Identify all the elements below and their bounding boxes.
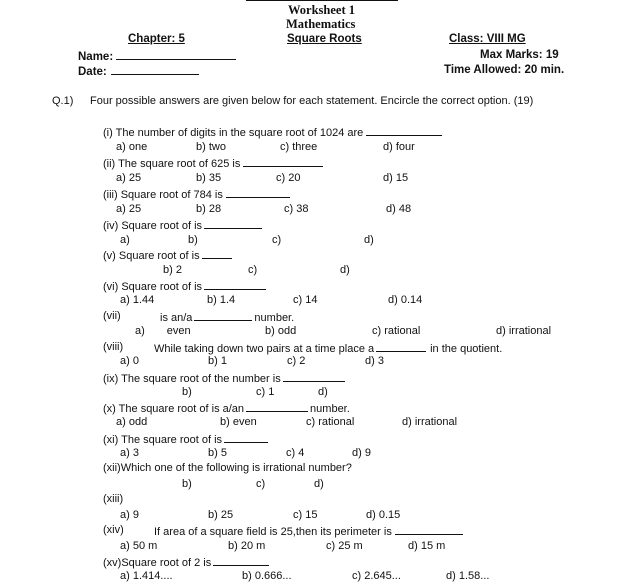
- item-x-opt-c[interactable]: c) rational: [306, 416, 355, 428]
- worksheet-title: Worksheet 1: [288, 3, 356, 17]
- item-i-opt-a[interactable]: a) one: [116, 141, 148, 153]
- answer-blank[interactable]: [194, 310, 252, 321]
- class-label: Class: VIII MG: [449, 33, 526, 45]
- item-i-opt-c[interactable]: c) three: [280, 141, 318, 153]
- item-ix-opt-c[interactable]: c) 1: [256, 386, 275, 398]
- answer-blank[interactable]: [366, 125, 442, 136]
- answer-blank[interactable]: [395, 524, 463, 535]
- item-viii-opt-c[interactable]: c) 2: [287, 355, 306, 367]
- item-xiv-number: (xiv): [103, 524, 124, 536]
- item-xv-opt-b[interactable]: b) 0.666...: [242, 570, 292, 582]
- item-v-opt-c[interactable]: c): [248, 264, 258, 276]
- item-vi-opt-d[interactable]: d) 0.14: [388, 294, 423, 306]
- item-x-opt-a[interactable]: a) odd: [116, 416, 148, 428]
- chapter-label: Chapter: 5: [128, 33, 185, 45]
- item-iv-opt-b[interactable]: b): [188, 234, 198, 246]
- max-marks: Max Marks: 19: [480, 49, 559, 61]
- item-xiii-stem: (xiii): [103, 493, 124, 505]
- item-viii-opt-b[interactable]: b) 1: [208, 355, 227, 367]
- item-i-opt-d[interactable]: d) four: [383, 141, 415, 153]
- item-vii-number: (vii): [103, 310, 121, 322]
- item-vi-opt-b[interactable]: b) 1.4: [207, 294, 236, 306]
- item-xi-stem: (xi) The square root of is: [103, 432, 268, 446]
- top-rule: [246, 0, 398, 1]
- item-xi-opt-b[interactable]: b) 5: [208, 447, 227, 459]
- answer-blank[interactable]: [204, 279, 266, 290]
- answer-blank[interactable]: [283, 371, 345, 382]
- item-xiii-opt-b[interactable]: b) 25: [208, 509, 234, 521]
- item-xi-opt-d[interactable]: d) 9: [352, 447, 371, 459]
- item-viii-number: (viii): [103, 341, 124, 353]
- item-xii-opt-c[interactable]: c): [256, 478, 266, 490]
- item-xiv-opt-d[interactable]: d) 15 m: [408, 540, 446, 552]
- item-vii-opt-c[interactable]: c) rational: [372, 325, 421, 337]
- item-v-opt-d[interactable]: d): [340, 264, 350, 276]
- item-i-stem: (i) The number of digits in the square root of 1024 are: [103, 125, 442, 139]
- item-i-opt-b[interactable]: b) two: [196, 141, 226, 153]
- item-ii-opt-a[interactable]: a) 25: [116, 172, 142, 184]
- item-ix-stem: (ix) The square root of the number is: [103, 371, 345, 385]
- item-ii-opt-b[interactable]: b) 35: [196, 172, 222, 184]
- item-iv-stem: (iv) Square root of is: [103, 218, 262, 232]
- item-viii-opt-a[interactable]: a) 0: [120, 355, 139, 367]
- item-xv-opt-c[interactable]: c) 2.645...: [352, 570, 401, 582]
- date-label: Date:: [78, 66, 107, 78]
- item-xiii-opt-a[interactable]: a) 9: [120, 509, 139, 521]
- item-ii-opt-c[interactable]: c) 20: [276, 172, 301, 184]
- item-x-stem: (x) The square root of is a/an number.: [103, 403, 350, 415]
- answer-blank[interactable]: [213, 555, 269, 566]
- item-xi-opt-c[interactable]: c) 4: [286, 447, 305, 459]
- item-ix-opt-b[interactable]: b): [182, 386, 192, 398]
- answer-blank[interactable]: [204, 218, 262, 229]
- answer-blank[interactable]: [202, 248, 232, 259]
- item-vii-opt-b[interactable]: b) odd: [265, 325, 297, 337]
- item-ii-stem: (ii) The square root of 625 is: [103, 156, 323, 170]
- item-ii-opt-d[interactable]: d) 15: [383, 172, 409, 184]
- answer-blank[interactable]: [226, 187, 290, 198]
- item-xiv-opt-a[interactable]: a) 50 m: [120, 540, 158, 552]
- subject-title: Mathematics: [286, 17, 356, 31]
- item-vi-opt-c[interactable]: c) 14: [293, 294, 318, 306]
- item-iii-opt-a[interactable]: a) 25: [116, 203, 142, 215]
- item-iv-opt-d[interactable]: d): [364, 234, 374, 246]
- answer-blank[interactable]: [376, 341, 426, 352]
- question-number: Q.1): [52, 95, 74, 107]
- item-vii-opt-d[interactable]: d) irrational: [496, 325, 552, 337]
- item-xv-opt-a[interactable]: a) 1.414....: [120, 570, 173, 582]
- answer-blank[interactable]: [246, 401, 308, 412]
- item-xiv-stem: If area of a square field is 25,then its perimeter is: [154, 524, 463, 538]
- item-xii-stem: (xii)Which one of the following is irrational number?: [103, 462, 352, 474]
- item-vi-opt-a[interactable]: a) 1.44: [120, 294, 155, 306]
- item-xv-opt-d[interactable]: d) 1.58...: [446, 570, 490, 582]
- item-iv-opt-c[interactable]: c): [272, 234, 282, 246]
- item-x-opt-b[interactable]: b) even: [220, 416, 257, 428]
- item-x-opt-d[interactable]: d) irrational: [402, 416, 458, 428]
- question-instruction: Four possible answers are given below for each statement. Encircle the correct option. (19): [90, 95, 534, 107]
- name-label: Name:: [78, 51, 114, 63]
- item-xiv-opt-b[interactable]: b) 20 m: [228, 540, 266, 552]
- name-blank[interactable]: [116, 49, 236, 60]
- item-xv-stem: (xv)Square root of 2 is: [103, 555, 269, 569]
- answer-blank[interactable]: [224, 432, 268, 443]
- item-xiv-opt-c[interactable]: c) 25 m: [326, 540, 363, 552]
- item-v-opt-b[interactable]: b) 2: [163, 264, 182, 276]
- date-blank[interactable]: [111, 64, 199, 75]
- item-iii-opt-b[interactable]: b) 28: [196, 203, 222, 215]
- item-v-stem: (v) Square root of is: [103, 248, 232, 262]
- item-xii-opt-b[interactable]: b): [182, 478, 192, 490]
- item-iii-stem: (iii) Square root of 784 is: [103, 187, 290, 201]
- item-xi-opt-a[interactable]: a) 3: [120, 447, 139, 459]
- item-vi-stem: (vi) Square root of is: [103, 279, 266, 293]
- item-vii-stem: is an/a number.: [160, 312, 295, 324]
- item-xiii-opt-d[interactable]: d) 0.15: [366, 509, 401, 521]
- item-xii-opt-d[interactable]: d): [314, 478, 324, 490]
- item-iii-opt-c[interactable]: c) 38: [284, 203, 309, 215]
- item-iv-opt-a[interactable]: a): [120, 234, 130, 246]
- date-field[interactable]: [78, 64, 199, 78]
- time-allowed: Time Allowed: 20 min.: [444, 64, 565, 76]
- name-field[interactable]: [78, 49, 236, 63]
- item-ix-opt-d[interactable]: d): [318, 386, 328, 398]
- topic-label: Square Roots: [287, 33, 362, 45]
- item-viii-stem: While taking down two pairs at a time place a in the quotient.: [154, 343, 503, 355]
- item-xiii-opt-c[interactable]: c) 15: [293, 509, 318, 521]
- answer-blank[interactable]: [243, 156, 323, 167]
- item-iii-opt-d[interactable]: d) 48: [386, 203, 412, 215]
- item-viii-opt-d[interactable]: d) 3: [365, 355, 384, 367]
- item-vii-opt-a[interactable]: a) even: [135, 325, 191, 337]
